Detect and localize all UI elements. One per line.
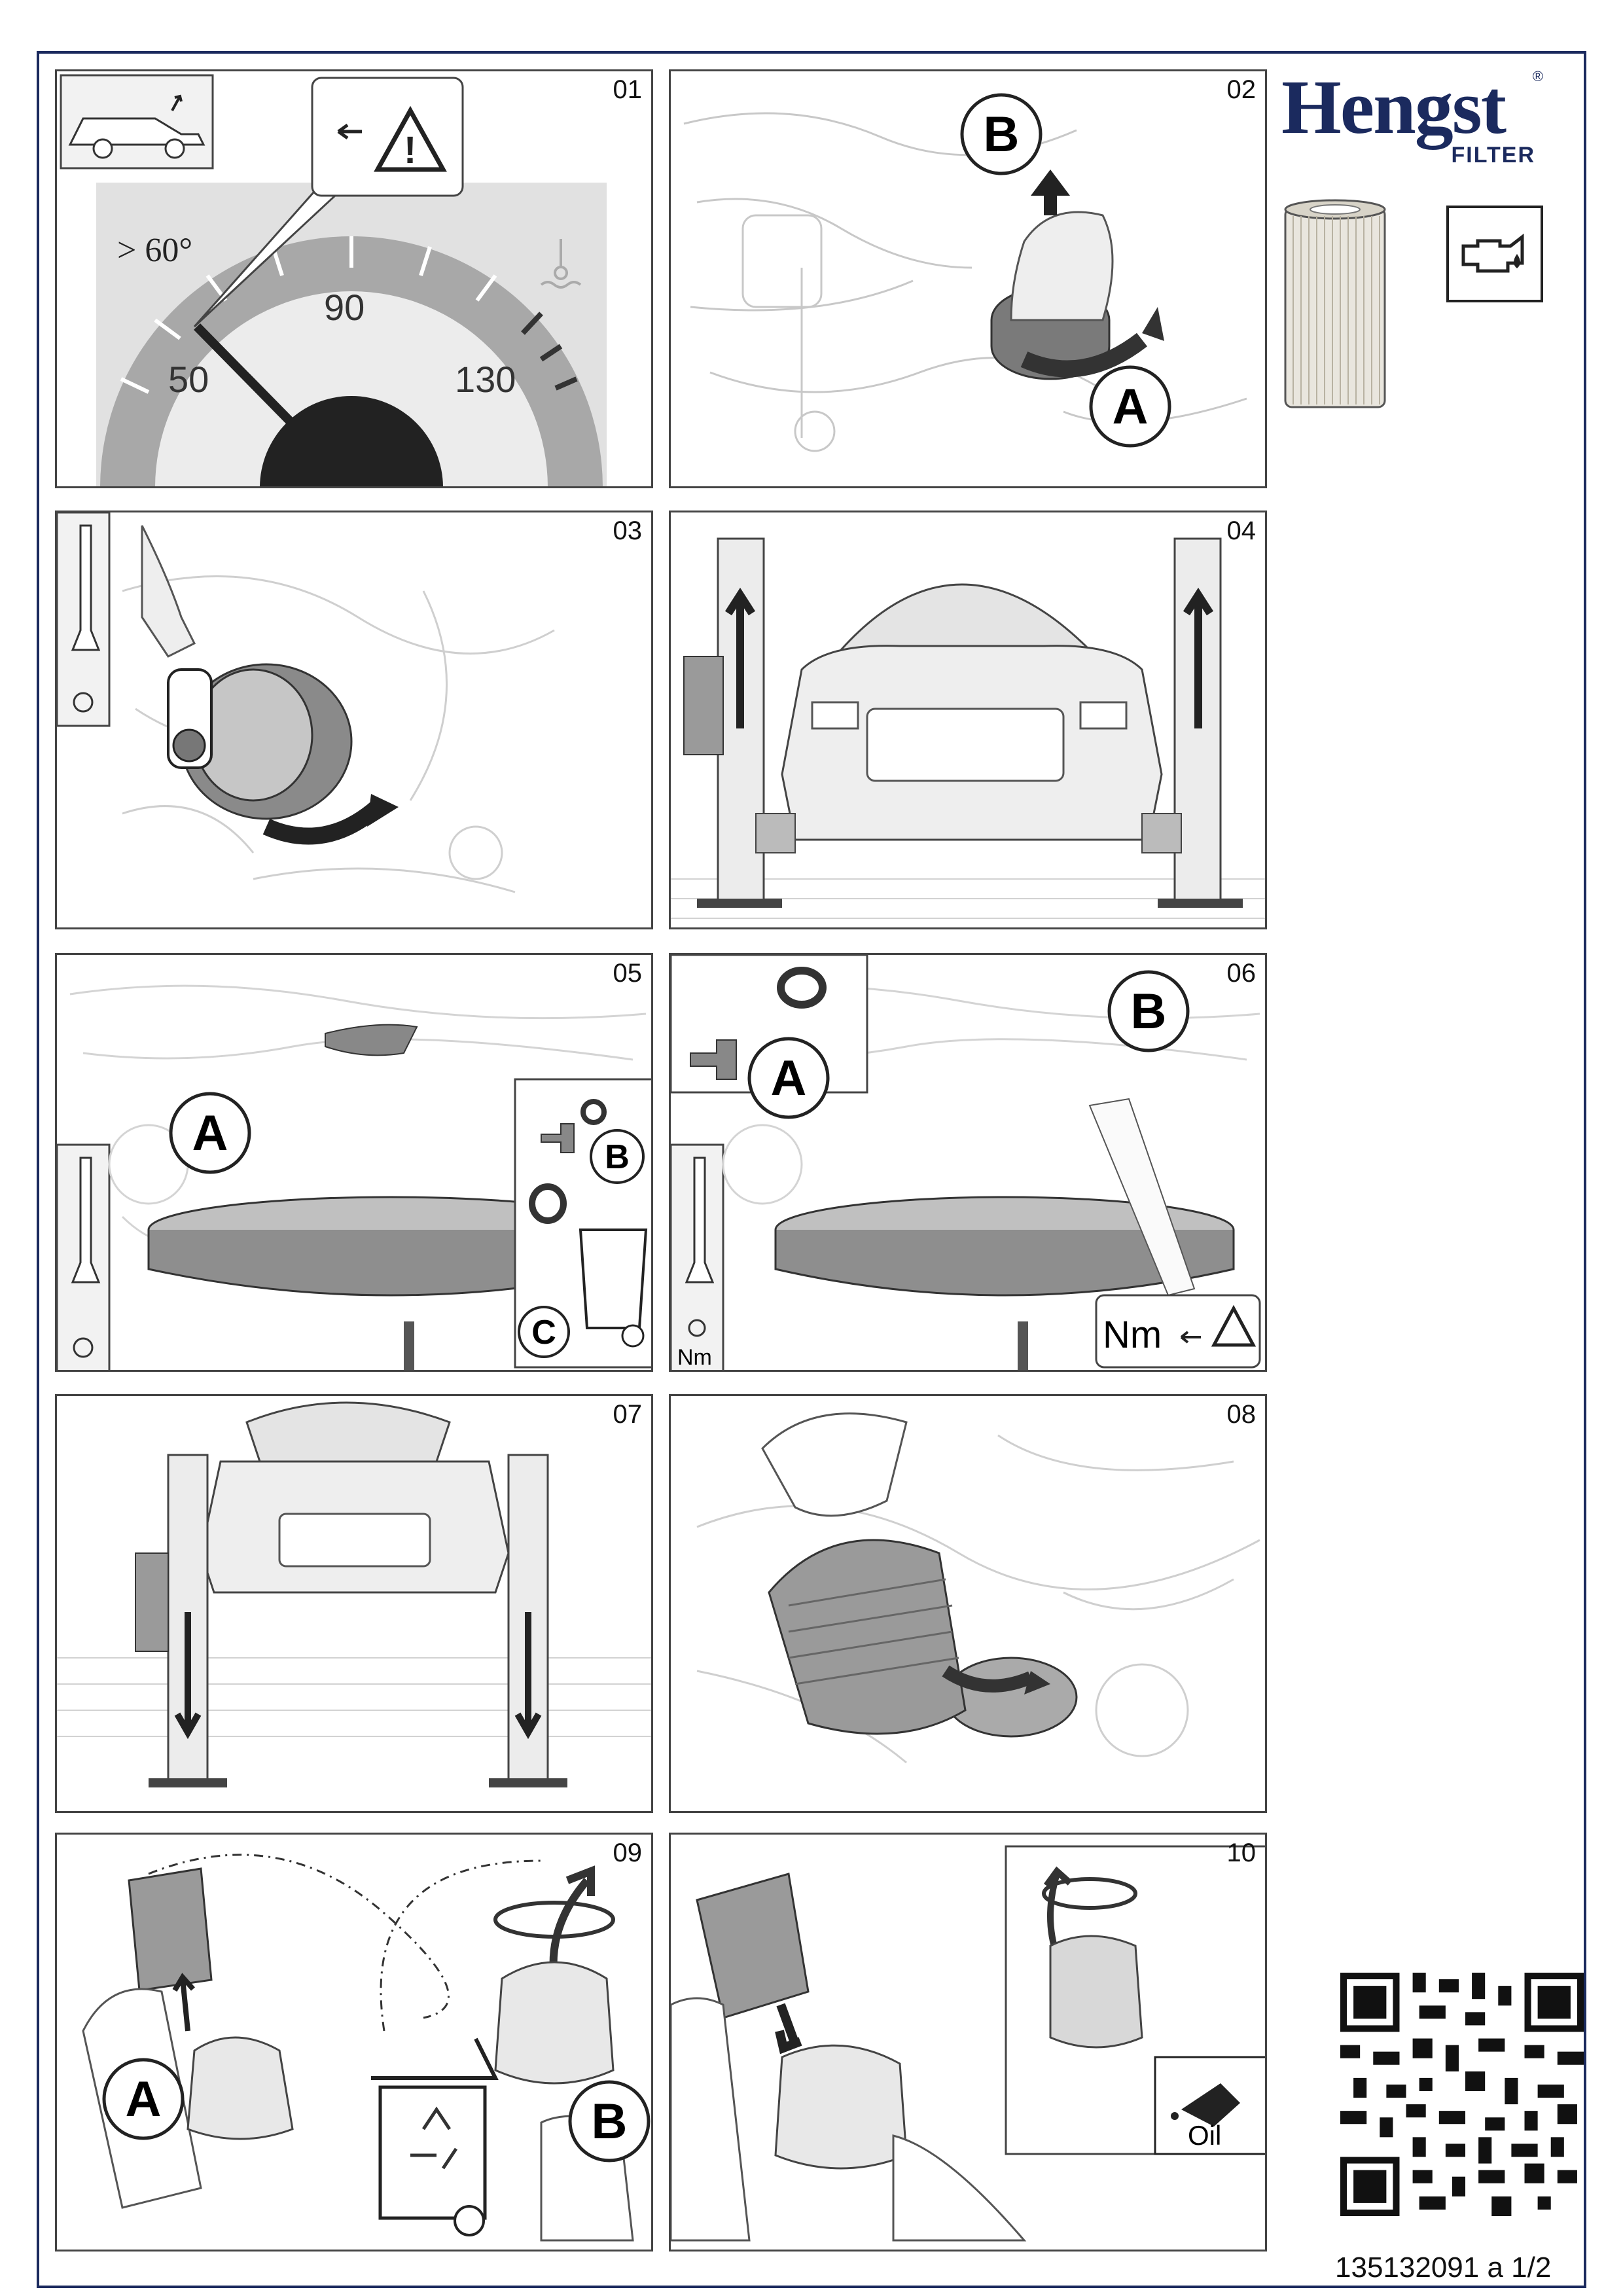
- step-number: 06: [1226, 959, 1256, 988]
- step-number: 03: [613, 516, 642, 545]
- step-number: 02: [1226, 75, 1256, 104]
- gauge-label-90: 90: [324, 287, 365, 328]
- label-a: A: [125, 2072, 162, 2127]
- document-id: 135132091 a 1/2: [1335, 2251, 1552, 2284]
- step-number: 01: [613, 75, 642, 104]
- brand-name: Hengst: [1281, 64, 1505, 150]
- label-b: B: [591, 2094, 628, 2149]
- step-panel-06: [669, 953, 1267, 1372]
- label-a: A: [1112, 379, 1149, 435]
- step-number: 09: [613, 1839, 642, 1867]
- brand-logo: [1281, 63, 1569, 181]
- step-panel-04: [669, 511, 1267, 929]
- label-b: B: [1130, 984, 1167, 1039]
- oil-label: Oil: [1188, 2120, 1222, 2151]
- step-number: 05: [613, 959, 642, 988]
- step-panel-07: [55, 1394, 653, 1813]
- step-panel-09: [55, 1833, 653, 2251]
- socket-nm-label: Nm: [677, 1345, 712, 1370]
- step-panel-05: [55, 953, 653, 1372]
- label-c: C: [531, 1314, 556, 1352]
- label-b: B: [983, 107, 1020, 162]
- label-a: A: [192, 1105, 228, 1161]
- registered-mark: ®: [1532, 68, 1543, 84]
- step-number: 04: [1226, 516, 1256, 545]
- step-number: 08: [1226, 1400, 1256, 1429]
- step-panel-03: [55, 511, 653, 929]
- oil-change-icon: [1446, 206, 1543, 302]
- brand-subtitle: FILTER: [1451, 143, 1535, 168]
- qr-code-icon: [1340, 1973, 1584, 2216]
- temp-threshold-text: > 60°: [117, 232, 193, 269]
- step-panel-08: [669, 1394, 1267, 1813]
- gauge-label-50: 50: [168, 359, 209, 400]
- cartridge-filter-icon: [1280, 196, 1390, 419]
- svg-text:!: !: [404, 129, 417, 171]
- gauge-label-130: 130: [455, 359, 516, 400]
- step-panel-02: [669, 69, 1267, 488]
- step-panel-01: [55, 69, 653, 488]
- label-a: A: [770, 1050, 807, 1106]
- torque-label: Nm: [1103, 1314, 1162, 1356]
- step-number: 10: [1226, 1839, 1256, 1867]
- label-b: B: [605, 1138, 630, 1176]
- step-panel-10: [669, 1833, 1267, 2251]
- step-number: 07: [613, 1400, 642, 1429]
